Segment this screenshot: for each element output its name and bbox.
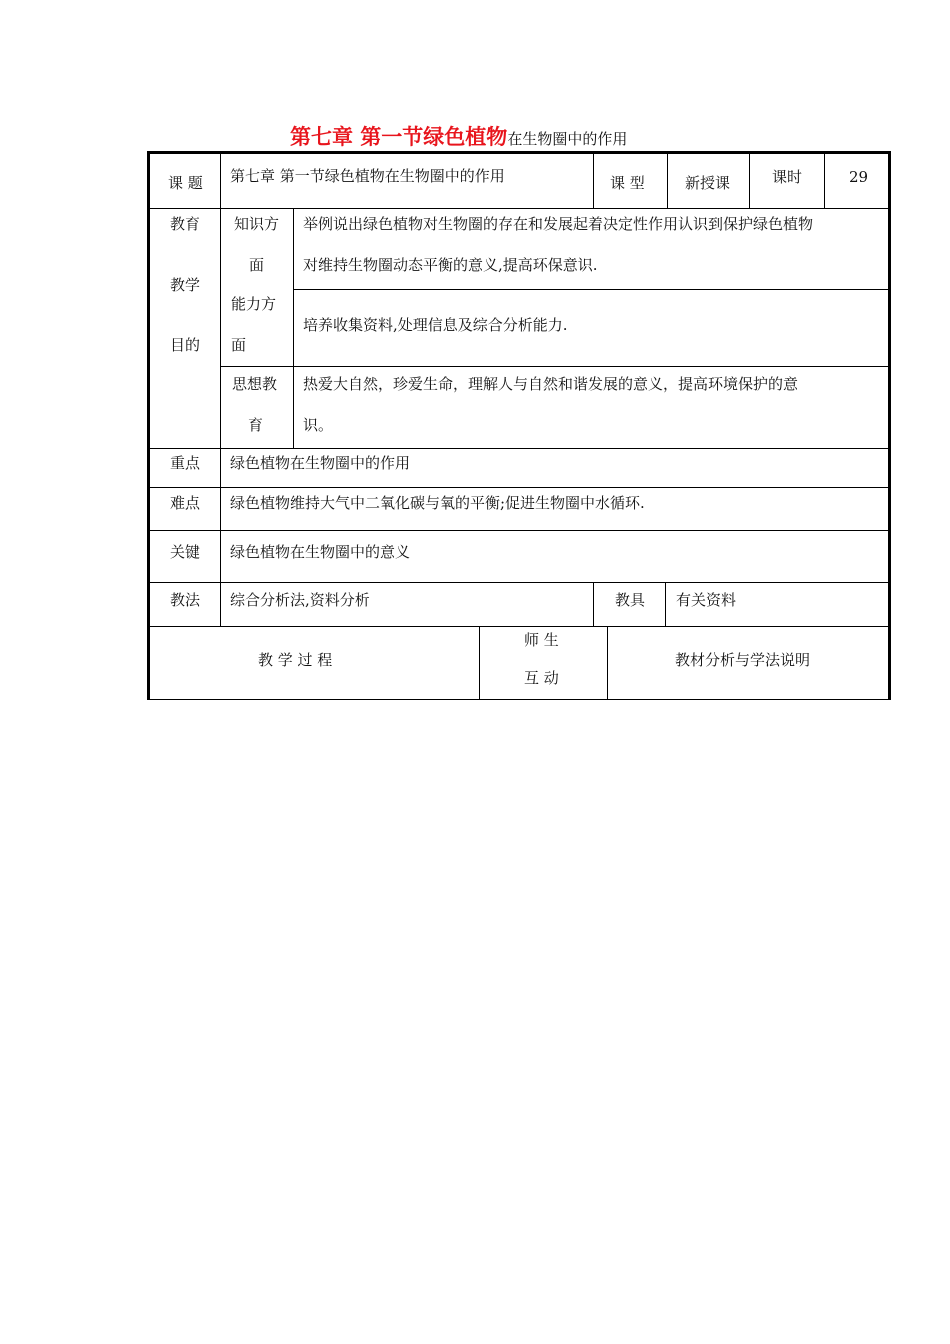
row-divider-1 (150, 208, 888, 209)
document-title (290, 122, 850, 154)
row-divider-key (150, 582, 888, 583)
col-divider-type-value (667, 154, 668, 208)
tools-label: 教具 (615, 591, 646, 609)
hours-label: 课时 (772, 168, 803, 186)
focus-text: 绿色植物在生物圈中的作用 (230, 454, 411, 472)
col-divider-interact (479, 626, 480, 700)
knowledge-text-1: 举例说出绿色植物对生物圈的存在和发展起着决定性作用认识到保护绿色植物 (303, 215, 814, 233)
ability-label-1: 能力方 (231, 295, 277, 313)
table-bottom-line (150, 699, 888, 700)
col-divider-hours-value (824, 154, 825, 208)
key-text: 绿色植物在生物圈中的意义 (230, 543, 411, 561)
focus-label: 重点 (170, 454, 201, 472)
knowledge-label-2: 面 (249, 256, 265, 274)
knowledge-label-1: 知识方 (234, 215, 280, 233)
method-label: 教法 (170, 591, 201, 609)
row-divider-method (150, 626, 888, 627)
topic-label: 课 题 (168, 174, 203, 192)
col-divider-hours (749, 154, 750, 208)
col-divider-sublabel (293, 208, 294, 448)
difficulty-label: 难点 (170, 494, 201, 512)
thought-label-2: 育 (248, 416, 264, 434)
col-divider-tools (593, 582, 594, 626)
topic-value: 第七章 第一节绿色植物在生物圈中的作用 (230, 167, 505, 185)
type-label: 课 型 (610, 174, 645, 192)
row-divider-knowledge (293, 289, 888, 290)
thought-text-1: 热爱大自然，珍爱生命，理解人与自然和谐发展的意义，提高环境保护的意 (303, 375, 799, 393)
key-label: 关键 (170, 543, 201, 561)
col-divider-type (593, 154, 594, 208)
knowledge-text-2: 对维持生物圈动态平衡的意义,提高环保意识. (303, 256, 598, 274)
goals-label-1: 教育 (170, 215, 201, 233)
tools-text: 有关资料 (676, 591, 737, 609)
lesson-table (147, 151, 891, 700)
ability-text: 培养收集资料,处理信息及综合分析能力. (303, 316, 568, 334)
title-rest: 在生物圈中的作用 (507, 130, 628, 148)
interaction-label-1: 师 生 (524, 631, 559, 649)
col-divider-label (220, 154, 221, 626)
interaction-label-2: 互 动 (524, 669, 559, 687)
process-label: 教 学 过 程 (258, 651, 333, 669)
row-divider-difficulty (150, 530, 888, 531)
col-divider-notes (607, 626, 608, 700)
row-divider-goals (150, 448, 888, 449)
notes-label: 教材分析与学法说明 (675, 651, 811, 669)
ability-label-2: 面 (231, 336, 247, 354)
goals-label-3: 目的 (170, 336, 201, 354)
row-divider-focus (150, 487, 888, 488)
thought-text-2: 识。 (303, 416, 334, 434)
row-divider-ability (220, 366, 888, 367)
type-value: 新授课 (685, 174, 731, 192)
hours-value: 29 (849, 168, 869, 186)
method-text: 综合分析法,资料分析 (230, 591, 370, 609)
thought-label-1: 思想教 (232, 375, 278, 393)
difficulty-text: 绿色植物维持大气中二氧化碳与氧的平衡;促进生物圈中水循环. (230, 494, 645, 512)
title-main: 第七章 第一节绿色植物 (290, 124, 508, 149)
col-divider-tools-value (665, 582, 666, 626)
goals-label-2: 教学 (170, 276, 201, 294)
